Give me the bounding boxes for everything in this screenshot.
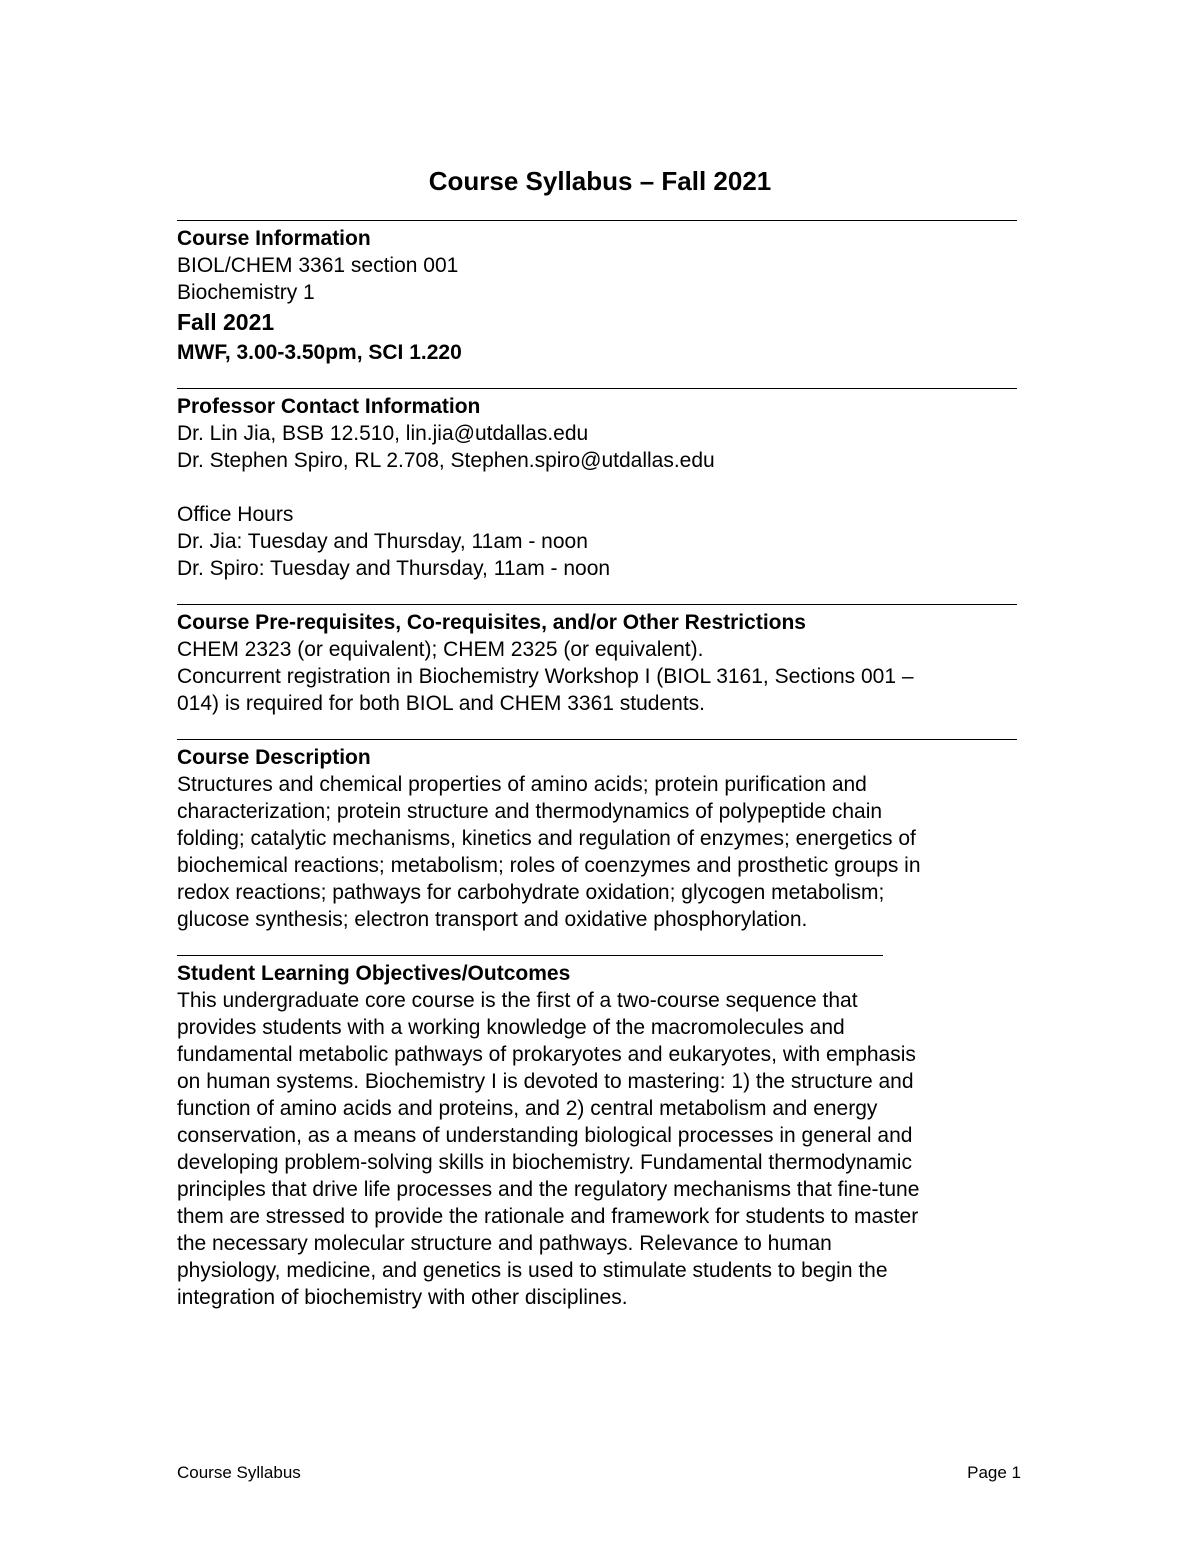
document-title: Course Syllabus – Fall 2021 (428, 166, 772, 196)
course-name: Biochemistry 1 (177, 281, 315, 304)
prerequisites-line: Concurrent registration in Biochemistry Workshop I (BIOL 3161, Sections 001 – (177, 665, 914, 688)
objectives-line: physiology, medicine, and genetics is used to stimulate students to begin the (177, 1259, 888, 1282)
footer-document-name: Course Syllabus (177, 1463, 301, 1482)
course-description-section (177, 744, 1017, 933)
description-line: folding; catalytic mechanisms, kinetics and regulation of enzymes; energetics of (177, 827, 916, 850)
course-term: Fall 2021 (177, 309, 275, 335)
professor-jia-contact: Dr. Lin Jia, BSB 12.510, lin.jia@utdallas.edu (177, 422, 589, 445)
objectives-line: developing problem-solving skills in biochemistry. Fundamental thermodynamic (177, 1151, 912, 1174)
course-section: BIOL/CHEM 3361 section 001 (177, 254, 459, 277)
objectives-line: provides students with a working knowledge of the macromolecules and (177, 1016, 845, 1039)
section-divider (177, 717, 1017, 744)
objectives-line: the necessary molecular structure and pathways. Relevance to human (177, 1232, 832, 1255)
prerequisites-line: CHEM 2323 (or equivalent); CHEM 2325 (or equivalent). (177, 638, 704, 661)
description-line: redox reactions; pathways for carbohydrate oxidation; glycogen metabolism; (177, 881, 885, 904)
section-divider (177, 198, 1017, 225)
objectives-line: This undergraduate core course is the first of a two-course sequence that (177, 989, 858, 1012)
footer-page-number: Page 1 (967, 1463, 1021, 1482)
prerequisites-heading: Course Pre-requisites, Co-requisites, and/or Other Restrictions (177, 611, 806, 634)
course-description-heading: Course Description (177, 746, 371, 769)
office-hours-label: Office Hours (177, 503, 294, 526)
course-information-section (177, 225, 1017, 366)
description-line: Structures and chemical properties of amino acids; protein purification and (177, 773, 867, 796)
description-line: characterization; protein structure and thermodynamics of polypeptide chain (177, 800, 883, 823)
section-divider (177, 582, 1017, 609)
section-divider (177, 933, 1017, 960)
objectives-line: them are stressed to provide the rationale and framework for students to master (177, 1205, 919, 1228)
objectives-line: integration of biochemistry with other disciplines. (177, 1286, 628, 1309)
objectives-line: fundamental metabolic pathways of prokaryotes and eukaryotes, with emphasis (177, 1043, 916, 1066)
objectives-line: principles that drive life processes and the regulatory mechanisms that fine-tune (177, 1178, 920, 1201)
office-hours-jia: Dr. Jia: Tuesday and Thursday, 11am - noon (177, 530, 588, 553)
document-body (177, 198, 1017, 1311)
professor-spiro-contact: Dr. Stephen Spiro, RL 2.708, Stephen.spiro@utdallas.edu (177, 449, 715, 472)
professor-contact-heading: Professor Contact Information (177, 395, 481, 418)
course-schedule: MWF, 3.00-3.50pm, SCI 1.220 (177, 341, 462, 364)
professor-contact-section (177, 393, 1017, 582)
description-line: glucose synthesis; electron transport and oxidative phosphorylation. (177, 908, 808, 931)
course-information-heading: Course Information (177, 227, 371, 250)
blank-line (177, 474, 1017, 501)
objectives-line: function of amino acids and proteins, and 2) central metabolism and energy (177, 1097, 878, 1120)
prerequisites-section (177, 609, 1017, 717)
office-hours-spiro: Dr. Spiro: Tuesday and Thursday, 11am - noon (177, 557, 611, 580)
section-divider (177, 366, 1017, 393)
prerequisites-line: 014) is required for both BIOL and CHEM 3361 students. (177, 692, 706, 715)
learning-objectives-heading: Student Learning Objectives/Outcomes (177, 962, 571, 985)
description-line: biochemical reactions; metabolism; roles of coenzymes and prosthetic groups in (177, 854, 921, 877)
objectives-line: conservation, as a means of understanding biological processes in general and (177, 1124, 913, 1147)
learning-objectives-section (177, 960, 1017, 1311)
objectives-line: on human systems. Biochemistry I is devoted to mastering: 1) the structure and (177, 1070, 914, 1093)
